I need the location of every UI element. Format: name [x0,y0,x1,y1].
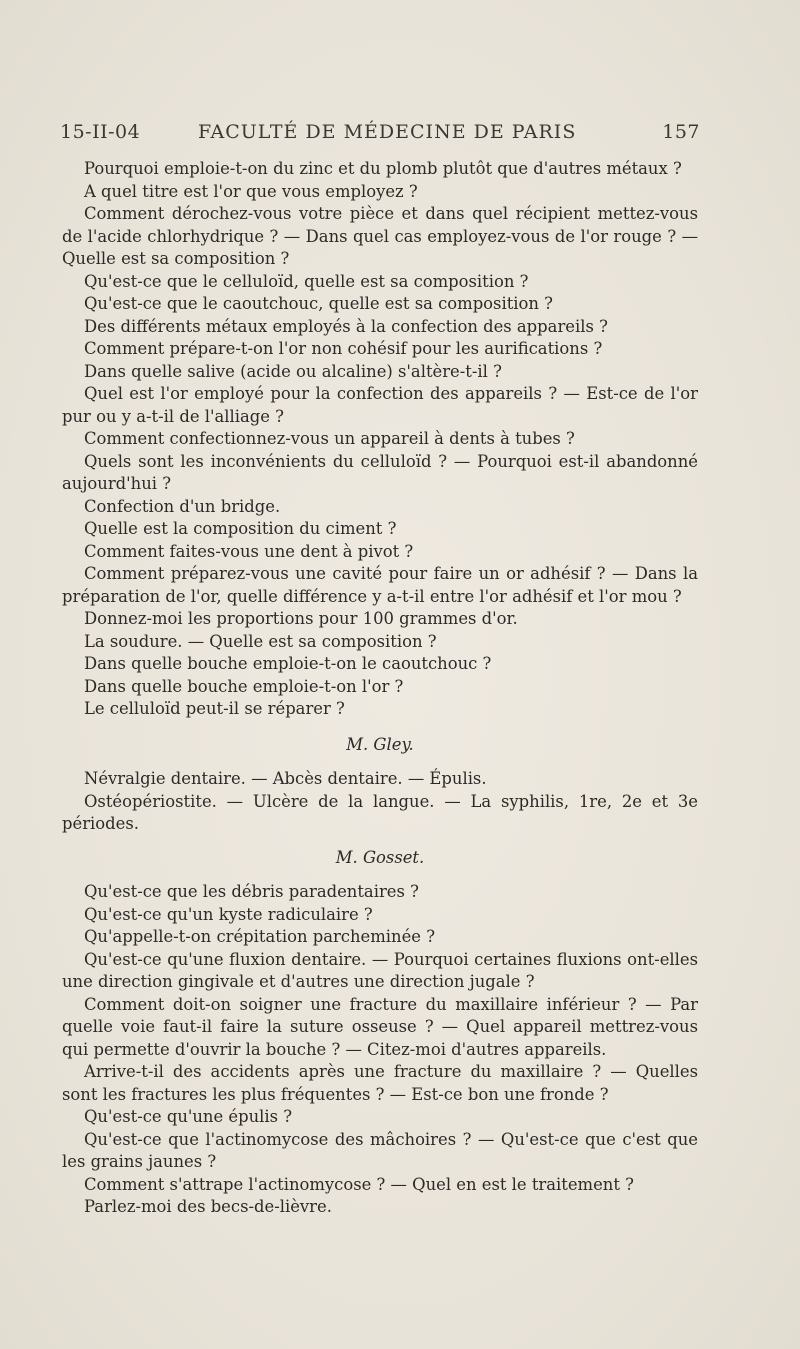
paragraph: Comment confectionnez-vous un appareil à dents à tubes ? [84,429,575,448]
paragraph: Le celluloïd peut-il se réparer ? [84,699,345,718]
paragraph: Quel est l'or employé pour la confection des appareils ? — Est-ce de l'or pur ou y a-t-il de l'alliage ? [62,384,698,426]
paragraph: Quels sont les inconvénients du celluloïd ? — Pourquoi est-il abandonné aujourd'hui ? [62,451,698,493]
running-header [60,121,700,149]
paragraph: Comment doit-on soigner une fracture du maxillaire inférieur ? — Par quelle voie faut-il faire la suture osseuse ? — Quel appareil mettrez-vous qui permette d'ouvrir la bouche ? — Citez-moi d'autres appareils. [62,994,698,1059]
paragraph: Qu'appelle-t-on crépitation parcheminée ? [84,927,435,946]
paragraph: Dans quelle bouche emploie-t-on le caoutchouc ? [84,654,492,673]
paragraph: Comment dérochez-vous votre pièce et dans quel récipient mettez-vous de l'acide chlorhydrique ? — Dans quel cas employez-vous de l'or rouge ? — Quelle est sa composition ? [62,204,698,268]
paragraph: A quel titre est l'or que vous employez ? [84,181,418,201]
paragraph: Dans quelle bouche emploie-t-on l'or ? [84,676,404,696]
examiner-heading-gley: M. Gley. [346,734,414,754]
paragraph: Confection d'un bridge. [84,496,281,516]
paragraph: Arrive-t-il des accidents après une fracture du maxillaire ? — Quelles sont les fractures les plus fréquentes ? — Est-ce bon une fronde ? [62,1062,698,1104]
header-date: 15-II-04 [60,121,141,143]
paragraph: Qu'est-ce que le caoutchouc, quelle est sa composition ? [84,294,553,313]
paragraph: Comment prépare-t-on l'or non cohésif pour les aurifications ? [84,339,603,358]
paragraph: Qu'est-ce que les débris paradentaires ? [84,882,419,901]
paragraph: Qu'est-ce qu'une fluxion dentaire. — Pourquoi certaines fluxions ont-elles une direction gingivale et d'autres une direction jugale ? [62,949,698,991]
paragraph: Qu'est-ce que le celluloïd, quelle est sa composition ? [84,271,529,291]
page-body [62,158,698,1219]
paragraph: Comment s'attrape l'actinomycose ? — Quel en est le traitement ? [84,1174,634,1194]
paragraph: Névralgie dentaire. — Abcès dentaire. — Épulis. [84,769,487,788]
paragraph: La soudure. — Quelle est sa composition ? [84,631,437,651]
paragraph: Quelle est la composition du ciment ? [84,519,397,538]
page-number: 157 [662,121,700,143]
paragraph: Qu'est-ce qu'une épulis ? [84,1107,293,1126]
paragraph: Pourquoi emploie-t-on du zinc et du plomb plutôt que d'autres métaux ? [84,159,682,178]
paragraph: Qu'est-ce que l'actinomycose des mâchoires ? — Qu'est-ce que c'est que les grains jaunes ? [62,1129,698,1171]
paragraph: Comment faites-vous une dent à pivot ? [84,541,414,561]
paragraph: Donnez-moi les proportions pour 100 grammes d'or. [84,609,518,628]
paragraph: Comment préparez-vous une cavité pour faire un or adhésif ? — Dans la préparation de l'or, quelle différence y a-t-il entre l'or adhésif et l'or mou ? [62,564,698,606]
paragraph: Ostéopériostite. — Ulcère de la langue. — La syphilis, 1re, 2e et 3e périodes. [62,791,698,833]
paragraph: Des différents métaux employés à la confection des appareils ? [84,316,608,336]
examiner-heading-gosset: M. Gosset. [335,847,425,867]
paragraph: Qu'est-ce qu'un kyste radiculaire ? [84,904,373,924]
paragraph: Parlez-moi des becs-de-lièvre. [84,1197,332,1216]
paragraph: Dans quelle salive (acide ou alcaline) s'altère-t-il ? [84,361,502,381]
header-title: FACULTÉ DE MÉDECINE DE PARIS [198,121,577,143]
